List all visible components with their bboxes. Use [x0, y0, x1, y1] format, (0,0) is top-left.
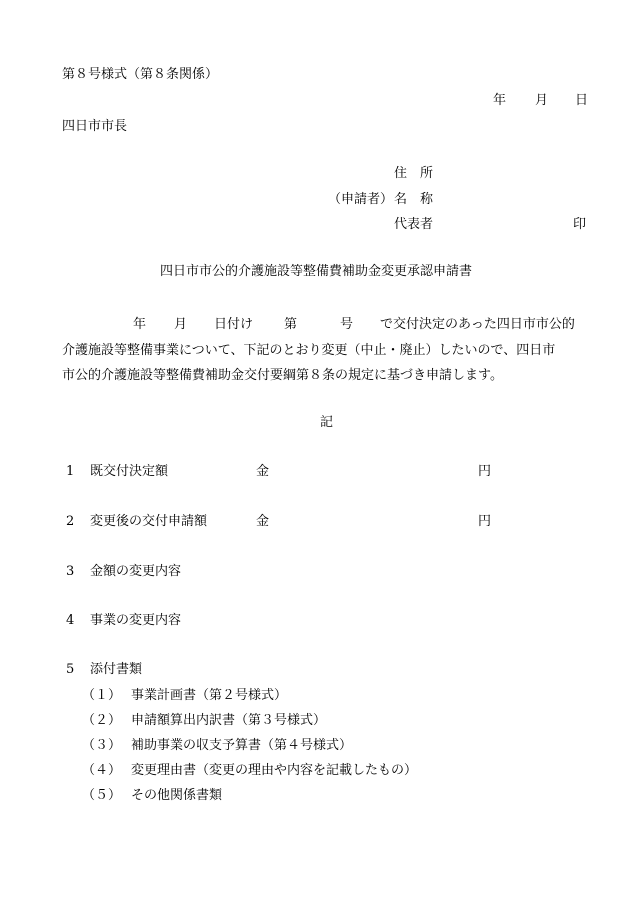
applicant-prefix: （申請者）	[328, 192, 394, 207]
item-number: 2	[66, 514, 75, 529]
item-number: 3	[66, 564, 75, 579]
attachment-number: （５）	[82, 788, 122, 803]
form-number: 第８号様式（第８条関係）	[62, 67, 219, 82]
item-label: 変更後の交付申請額	[90, 514, 208, 529]
attachment-number: （２）	[82, 713, 122, 728]
item-label: 事業の変更内容	[90, 613, 182, 628]
item-number: 4	[66, 613, 75, 628]
seal-mark: 印	[573, 217, 587, 232]
item-kin: 金	[256, 464, 270, 479]
body-line1-tail: で交付決定のあった四日市市公的	[380, 317, 575, 332]
item-label: 既交付決定額	[90, 464, 169, 479]
name-label: 名 称	[394, 192, 434, 207]
body-line2: 介護施設等整備事業について、下記のとおり変更（中止・廃止）したいので、四日市	[62, 343, 556, 358]
date-month-label: 月	[535, 93, 549, 108]
item-yen: 円	[478, 464, 492, 479]
attachment-number: （１）	[82, 688, 122, 703]
item-number: 1	[66, 464, 75, 479]
item-number: 5	[66, 662, 75, 677]
attachment-label: 申請額算出内訳書（第３号様式）	[131, 713, 327, 728]
attachment-label: 変更理由書（変更の理由や内容を記載したもの）	[131, 763, 418, 778]
date-day-label: 日	[575, 93, 589, 108]
attachment-label: 事業計画書（第２号様式）	[131, 688, 288, 703]
document-title: 四日市市公的介護施設等整備費補助金変更承認申請書	[160, 264, 473, 279]
item-kin: 金	[256, 514, 270, 529]
address-label: 住 所	[394, 166, 434, 181]
ki-heading: 記	[320, 415, 334, 430]
date-year-label: 年	[493, 93, 507, 108]
attachment-label: 補助事業の収支予算書（第４号様式）	[131, 738, 353, 753]
item-label: 金額の変更内容	[90, 564, 182, 579]
body-month: 月	[174, 317, 188, 332]
attachment-number: （４）	[82, 763, 122, 778]
body-gou: 号	[340, 317, 354, 332]
attachment-number: （３）	[82, 738, 122, 753]
body-line3: 市公的介護施設等整備費補助金交付要綱第８条の規定に基づき申請します。	[62, 368, 503, 383]
body-year: 年	[133, 317, 147, 332]
addressee: 四日市市長	[62, 119, 128, 134]
item-label: 添付書類	[90, 662, 143, 677]
representative-label: 代表者	[394, 217, 434, 232]
item-yen: 円	[478, 514, 492, 529]
attachment-label: その他関係書類	[131, 788, 223, 803]
body-dated: 日付け	[214, 317, 254, 332]
body-dai: 第	[284, 317, 298, 332]
